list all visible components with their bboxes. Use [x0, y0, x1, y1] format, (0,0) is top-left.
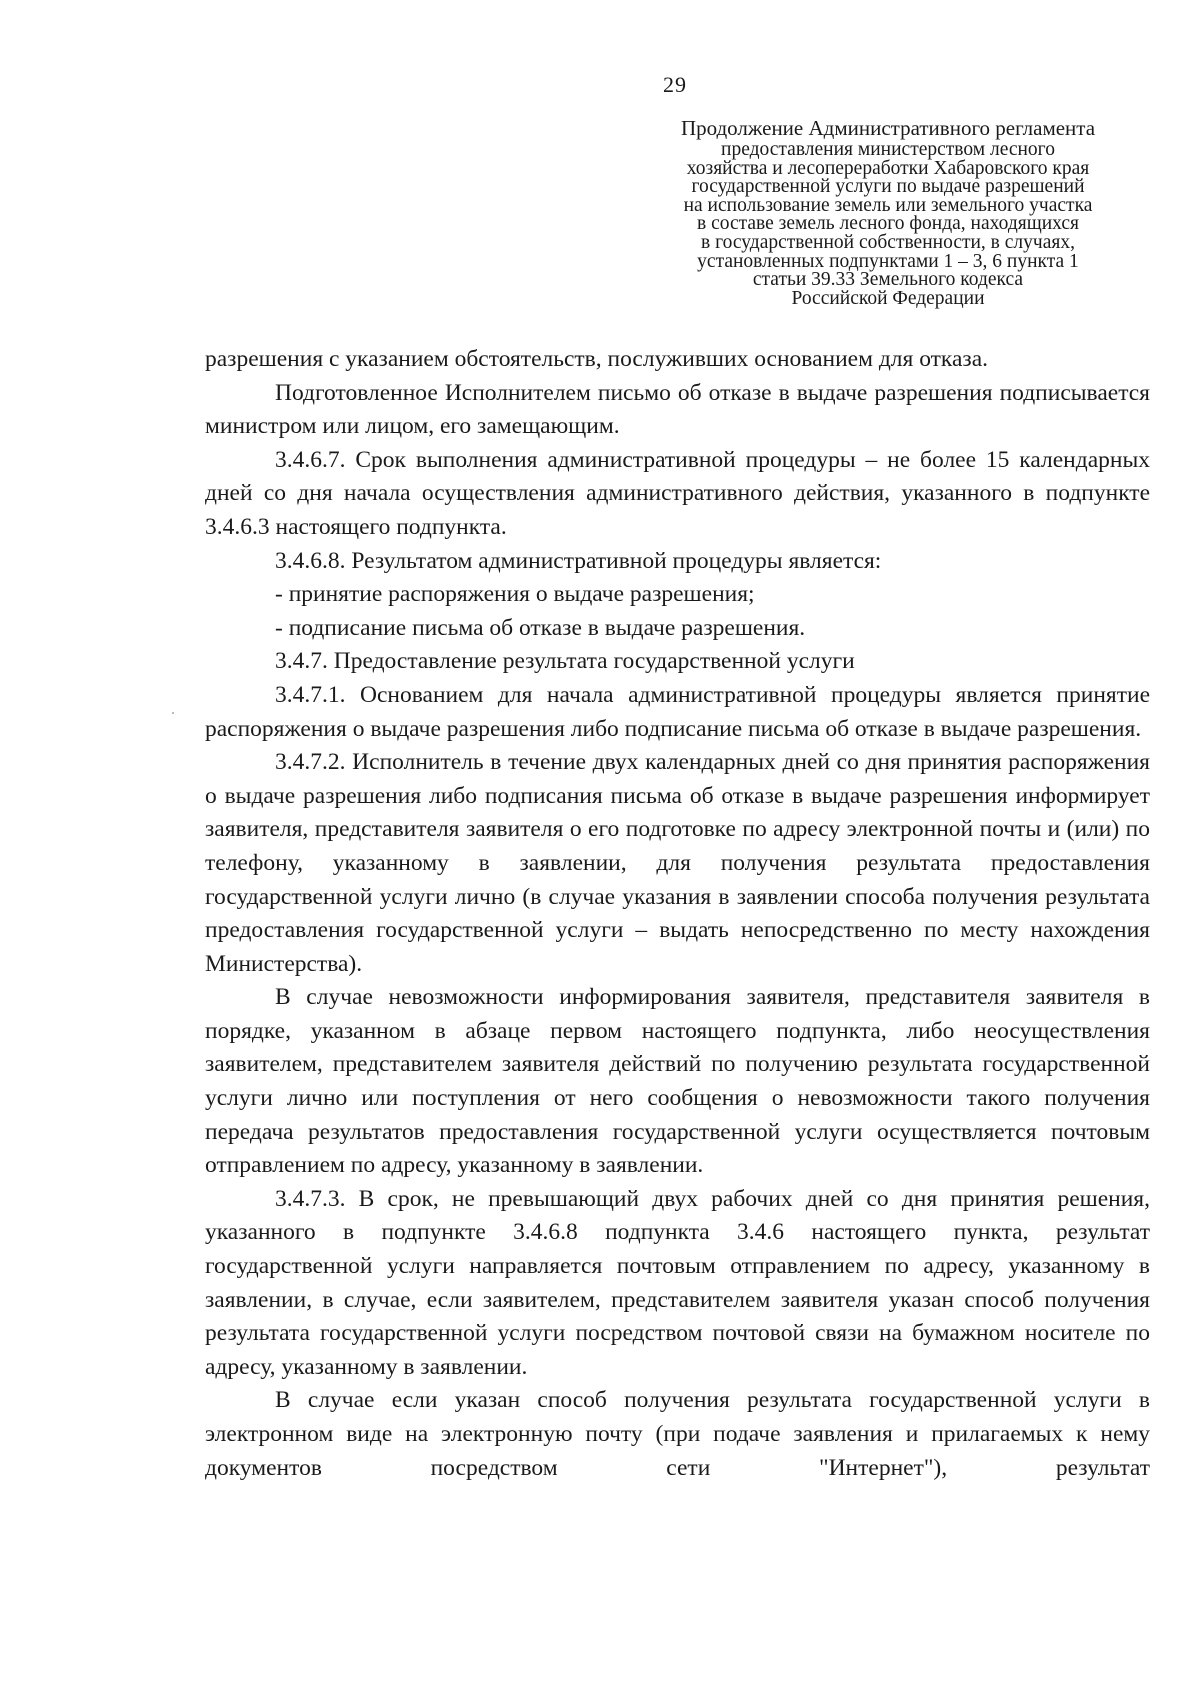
header-note-line: предоставления министерством лесного — [721, 139, 1055, 160]
document-body — [205, 343, 1150, 1485]
paragraph: Подготовленное Исполнителем письмо об отказе в выдаче разрешения подписывается министром или лицом, его замещающим. — [205, 379, 1150, 440]
header-note-line: хозяйства и лесопереработки Хабаровского края — [686, 157, 1090, 179]
header-note-line: государственной услуги по выдаче разрешений — [691, 176, 1085, 198]
paragraph: 3.4.7.2. Исполнитель в течение двух календарных дней со дня принятия распоряжения о выдаче разрешения либо подписания письма об отказе в выдаче разрешения информирует заявителя, представителя заявителя о его подготовке по адресу электронной почты и (или) по телефону, указанному в заявлении, для получения результата предоставления государственной услуги лично (в случае указания в заявлении способа получения результата предоставления государственной услуги – выдать непосредственно по месту нахождения Министерства). — [205, 749, 1150, 977]
header-note-line: установленных подпунктами 1 – 3, 6 пункта 1 — [697, 250, 1079, 272]
paragraph: 3.4.7.1. Основанием для начала административной процедуры является принятие распоряжения о выдаче разрешения либо подписание письма об отказе в выдаче разрешения. — [205, 681, 1150, 742]
regulation-header-note — [628, 115, 1148, 308]
header-note-line: на использование земель или земельного участка — [683, 194, 1093, 216]
paragraph: 3.4.7.3. В срок, не превышающий двух рабочих дней со дня принятия решения, указанного в подпункте 3.4.6.8 подпункта 3.4.6 настоящего пункта, результат государственной услуги направляется почтовым отправлением по адресу, указанному в заявлении, в случае, если заявителем, представителем заявителя указан способ получения результата государственной услуги посредством почтовой связи на бумажном носителе по адресу, указанному в заявлении. — [205, 1185, 1150, 1380]
header-note-line: статьи 39.33 Земельного кодекса — [752, 269, 1024, 291]
paragraph: 3.4.6.8. Результатом административной процедуры является: — [275, 547, 882, 574]
paragraph: В случае невозможности информирования заявителя, представителя заявителя в порядке, указанном в абзаце первом настоящего подпункта, либо неосуществления заявителем, представителем заявителя действий по получению результата государственной услуги лично или поступления от него сообщения о невозможности такого получения передача результатов предоставления государственной услуги осуществляется почтовым отправлением по адресу, указанному в заявлении. — [205, 984, 1150, 1179]
header-note-line: в государственной собственности, в случаях, — [701, 231, 1075, 253]
section-heading: 3.4.7. Предоставление результата государственной услуги — [275, 648, 855, 675]
header-note-line: в составе земель лесного фонда, находящихся — [697, 213, 1079, 235]
page-number: 29 — [663, 72, 687, 97]
header-note-line: Продолжение Административного регламента — [680, 116, 1096, 140]
paragraph: 3.4.6.7. Срок выполнения административной процедуры – не более 15 календарных дней со дня начала осуществления административного действия, указанного в подпункте 3.4.6.3 настоящего подпункта. — [205, 446, 1150, 540]
list-item: - подписание письма об отказе в выдаче разрешения. — [275, 614, 806, 641]
header-note-line: Российской Федерации — [791, 287, 985, 309]
list-item: - принятие распоряжения о выдаче разрешения; — [275, 581, 755, 608]
scan-speck — [172, 712, 174, 714]
paragraph: разрешения с указанием обстоятельств, послуживших основанием для отказа. — [205, 346, 989, 372]
paragraph: В случае если указан способ получения результата государственной услуги в электронном виде на электронную почту (при подаче заявления и прилагаемых к нему документов посредством сети "Интернет"), результат — [205, 1387, 1150, 1481]
